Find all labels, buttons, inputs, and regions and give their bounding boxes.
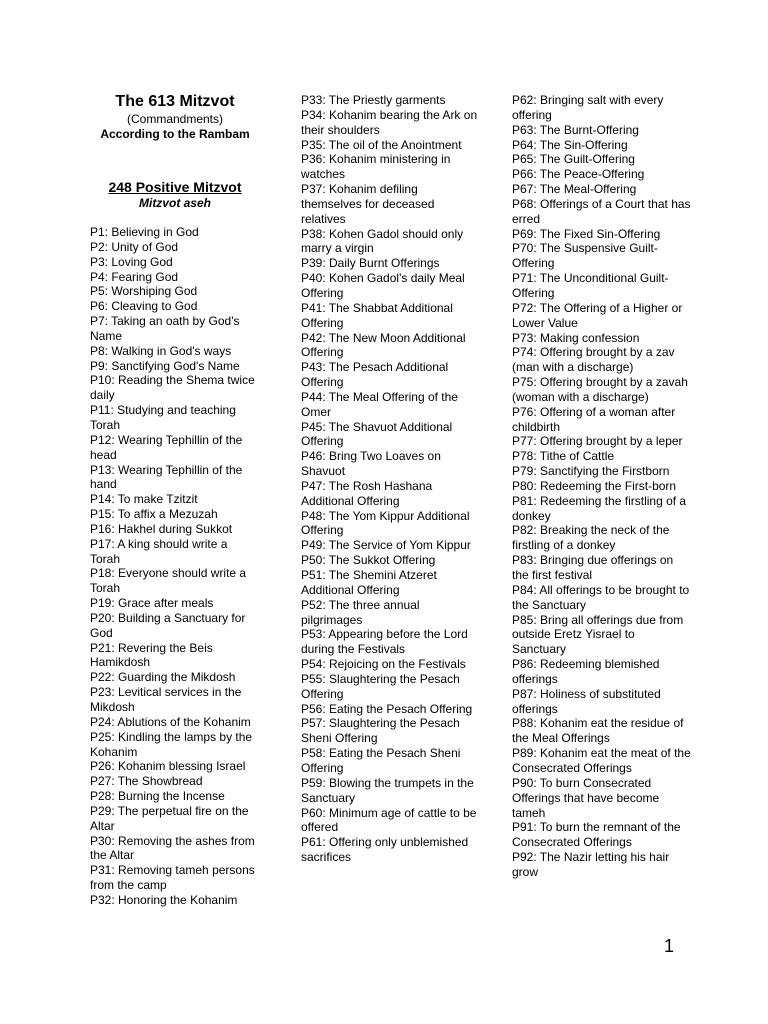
- mitzvah-entry: P26: Kohanim blessing Israel: [90, 759, 246, 774]
- mitzvah-entry: P23: Levitical services in the Mikdosh: [90, 685, 242, 714]
- mitzvah-entry: P40: Kohen Gadol's daily Meal Offering: [301, 271, 465, 300]
- mitzvah-entry: P61: Offering only unblemished sacrifices: [301, 835, 469, 865]
- section-subheading: Mitzvot aseh: [138, 196, 211, 210]
- mitzvot-list-column-2: [301, 93, 479, 865]
- mitzvah-entry: P42: The New Moon Additional Offering: [301, 330, 466, 360]
- mitzvah-entry: P63: The Burnt-Offering: [512, 122, 639, 137]
- mitzvah-entry: P20: Building a Sanctuary for God: [90, 610, 246, 640]
- mitzvah-entry: P21: Revering the Beis Hamikdosh: [90, 640, 213, 670]
- mitzvah-entry: P80: Redeeming the First-born: [512, 478, 677, 493]
- mitzvah-entry: P8: Walking in God's ways: [90, 343, 232, 358]
- mitzvah-entry: P5: Worshiping God: [90, 284, 198, 299]
- mitzvah-entry: P4: Fearing God: [90, 269, 179, 284]
- page-number: 1: [664, 936, 675, 956]
- mitzvah-entry: P30: Removing the ashes from the Altar: [90, 833, 255, 863]
- mitzvah-entry: P31: Removing tameh persons from the camp: [90, 863, 255, 893]
- mitzvah-entry: P59: Blowing the trumpets in the Sanctuary: [301, 775, 474, 805]
- mitzvah-entry: P50: The Sukkot Offering: [301, 553, 436, 568]
- mitzvah-entry: P10: Reading the Shema twice daily: [90, 373, 255, 403]
- mitzvot-list-column-3: [512, 93, 692, 880]
- mitzvah-entry: P75: Offering brought by a zavah (woman with a discharge): [512, 375, 688, 404]
- mitzvah-entry: P33: The Priestly garments: [301, 93, 446, 107]
- column-3: [512, 93, 692, 880]
- mitzvah-entry: P77: Offering brought by a leper: [512, 434, 683, 449]
- mitzvah-entry: P60: Minimum age of cattle to be offered: [301, 805, 477, 835]
- mitzvah-entry: P51: The Shemini Atzeret Additional Offering: [301, 568, 437, 597]
- mitzvah-entry: P25: Kindling the lamps by the Kohanim: [90, 729, 253, 759]
- mitzvah-entry: P66: The Peace-Offering: [512, 167, 645, 182]
- mitzvah-entry: P56: Eating the Pesach Offering: [301, 701, 473, 716]
- mitzvah-entry: P12: Wearing Tephillin of the head: [90, 432, 243, 462]
- mitzvah-entry: P22: Guarding the Mikdosh: [90, 670, 236, 685]
- mitzvah-entry: P92: The Nazir letting his hair grow: [512, 850, 670, 879]
- mitzvah-entry: P64: The Sin-Offering: [512, 137, 628, 152]
- mitzvah-entry: P27: The Showbread: [90, 774, 203, 789]
- mitzvah-entry: P32: Honoring the Kohanim: [90, 892, 238, 907]
- mitzvah-entry: P41: The Shabbat Additional Offering: [301, 300, 453, 330]
- mitzvah-entry: P68: Offerings of a Court that has erred: [512, 196, 691, 226]
- mitzvah-entry: P52: The three annual pilgrimages: [301, 597, 420, 627]
- mitzvah-entry: P3: Loving God: [90, 254, 173, 269]
- mitzvah-entry: P62: Bringing salt with every offering: [512, 93, 664, 122]
- mitzvah-entry: P39: Daily Burnt Offerings: [301, 256, 440, 271]
- mitzvah-entry: P86: Redeeming blemished offerings: [512, 657, 660, 686]
- mitzvah-entry: P87: Holiness of substituted offerings: [512, 686, 661, 716]
- mitzvah-entry: P9: Sanctifying God's Name: [90, 358, 240, 373]
- mitzvah-entry: P58: Eating the Pesach Sheni Offering: [301, 746, 461, 775]
- mitzvah-entry: P1: Believing in God: [90, 225, 199, 239]
- mitzvah-entry: P14: To make Tzitzit: [90, 492, 198, 507]
- mitzvah-entry: P35: The oil of the Anointment: [301, 137, 462, 152]
- mitzvah-entry: P90: To burn Consecrated Offerings that have become tameh: [512, 775, 660, 820]
- mitzvah-entry: P2: Unity of God: [90, 239, 179, 254]
- column-1: [90, 92, 260, 908]
- mitzvah-entry: P72: The Offering of a Higher or Lower Value: [512, 300, 683, 330]
- mitzvah-entry: P88: Kohanim eat the residue of the Meal Offerings: [512, 716, 684, 746]
- mitzvah-entry: P11: Studying and teaching Torah: [90, 403, 236, 432]
- mitzvah-entry: P48: The Yom Kippur Additional Offering: [301, 508, 470, 538]
- title-block: [90, 92, 260, 210]
- mitzvah-entry: P49: The Service of Yom Kippur: [301, 538, 471, 553]
- mitzvah-entry: P65: The Guilt-Offering: [512, 152, 635, 167]
- mitzvah-entry: P74: Offering brought by a zav (man with a discharge): [512, 345, 675, 375]
- mitzvah-entry: P53: Appearing before the Lord during the Festivals: [301, 627, 468, 657]
- mitzvah-entry: P18: Everyone should write a Torah: [90, 566, 247, 596]
- document-title: The 613 Mitzvot: [115, 93, 235, 110]
- mitzvah-entry: P28: Burning the Incense: [90, 789, 225, 804]
- mitzvah-entry: P45: The Shavuot Additional Offering: [301, 419, 453, 449]
- column-2: [301, 93, 479, 865]
- mitzvah-entry: P81: Redeeming the firstling of a donkey: [512, 493, 687, 523]
- mitzvah-entry: P46: Bring Two Loaves on Shavuot: [301, 449, 441, 479]
- mitzvah-entry: P79: Sanctifying the Firstborn: [512, 464, 670, 479]
- mitzvah-entry: P36: Kohanim ministering in watches: [301, 152, 451, 182]
- mitzvah-entry: P55: Slaughtering the Pesach Offering: [301, 671, 460, 701]
- mitzvah-entry: P69: The Fixed Sin-Offering: [512, 226, 661, 241]
- document-subtitle-source: According to the Rambam: [100, 127, 250, 141]
- mitzvot-list-column-1: [90, 225, 260, 908]
- mitzvah-entry: P19: Grace after meals: [90, 596, 214, 611]
- mitzvah-entry: P67: The Meal-Offering: [512, 182, 637, 197]
- mitzvah-entry: P17: A king should write a Torah: [90, 536, 228, 566]
- mitzvah-entry: P24: Ablutions of the Kohanim: [90, 714, 251, 729]
- mitzvah-entry: P85: Bring all offerings due from outside Eretz Yisrael to Sanctuary: [512, 612, 684, 657]
- mitzvah-entry: P47: The Rosh Hashana Additional Offering: [301, 478, 433, 508]
- mitzvah-entry: P38: Kohen Gadol should only marry a virgin: [301, 226, 464, 256]
- section-heading: 248 Positive Mitzvot: [108, 179, 242, 195]
- mitzvah-entry: P83: Bringing due offerings on the first festival: [512, 553, 674, 582]
- mitzvah-entry: P15: To affix a Mezuzah: [90, 507, 218, 522]
- document-subtitle: (Commandments): [126, 112, 224, 126]
- mitzvah-entry: P84: All offerings to be brought to the Sanctuary: [512, 582, 690, 612]
- mitzvah-entry: P91: To burn the remnant of the Consecrated Offerings: [512, 820, 681, 850]
- mitzvah-entry: P54: Rejoicing on the Festivals: [301, 657, 466, 672]
- mitzvah-entry: P44: The Meal Offering of the Omer: [301, 389, 458, 419]
- mitzvah-entry: P73: Making confession: [512, 330, 640, 345]
- mitzvah-entry: P89: Kohanim eat the meat of the Consecrated Offerings: [512, 746, 691, 775]
- mitzvah-entry: P82: Breaking the neck of the firstling of a donkey: [512, 523, 670, 553]
- mitzvah-entry: P13: Wearing Tephillin of the hand: [90, 462, 243, 492]
- mitzvah-entry: P78: Tithe of Cattle: [512, 449, 615, 464]
- mitzvah-entry: P57: Slaughtering the Pesach Sheni Offering: [301, 716, 460, 746]
- mitzvah-entry: P43: The Pesach Additional Offering: [301, 360, 449, 390]
- mitzvah-entry: P6: Cleaving to God: [90, 299, 198, 314]
- mitzvah-entry: P70: The Suspensive Guilt-Offering: [512, 241, 658, 271]
- mitzvah-entry: P71: The Unconditional Guilt-Offering: [512, 271, 669, 300]
- mitzvah-entry: P16: Hakhel during Sukkot: [90, 521, 233, 536]
- mitzvah-entry: P76: Offering of a woman after childbirth: [512, 404, 676, 434]
- mitzvah-entry: P7: Taking an oath by God's Name: [90, 314, 240, 343]
- mitzvah-entry: P29: The perpetual fire on the Altar: [90, 803, 249, 833]
- mitzvah-entry: P37: Kohanim defiling themselves for deceased relatives: [301, 182, 435, 226]
- mitzvah-entry: P34: Kohanim bearing the Ark on their shoulders: [301, 107, 478, 137]
